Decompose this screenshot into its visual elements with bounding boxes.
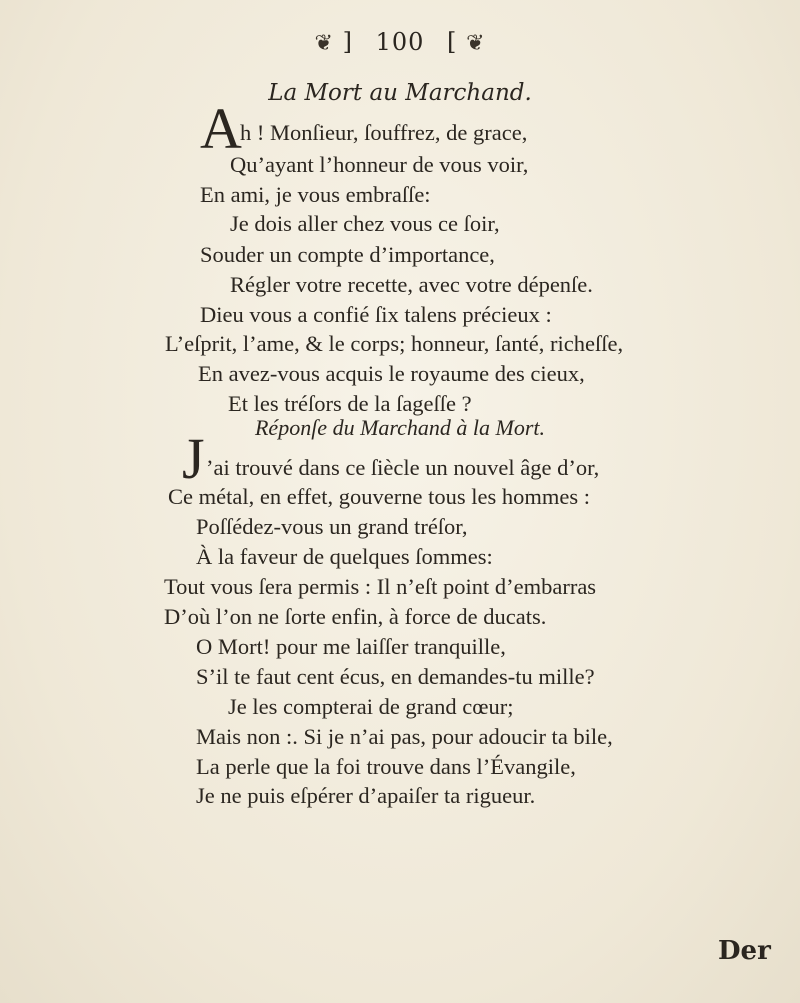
verse-line: Mais non :. Si je n’ai pas, pour adoucir ta bile,	[196, 724, 613, 749]
verse-line: h ! Monſieur, ſouffrez, de grace,	[240, 120, 528, 145]
catchword: Der	[718, 936, 771, 966]
verse-line: Dieu vous a confié ſix talens précieux :	[200, 302, 552, 327]
verse-line: Qu’ayant l’honneur de vous voir,	[230, 152, 529, 177]
verse-line: S’il te faut cent écus, en demandes-tu mille?	[196, 664, 595, 689]
verse-line: Tout vous ſera permis : Il n’eſt point d’embarras	[164, 574, 597, 599]
verse-line: O Mort! pour me laiſſer tranquille,	[196, 634, 506, 659]
verse-line: Souder un compte d’importance,	[200, 242, 495, 267]
verse-line: Je dois aller chez vous ce ſoir,	[230, 211, 500, 236]
section-subtitle: Réponſe du Marchand à la Mort.	[254, 415, 546, 440]
page-number: 100	[375, 28, 425, 56]
ornament-right-icon: ❦	[466, 31, 486, 56]
verse-line: Poſſédez-vous un grand tréſor,	[196, 514, 468, 539]
verse-line: Et les tréſors de la ſageſſe ?	[228, 391, 472, 416]
verse-line: Ce métal, en effet, gouverne tous les hommes :	[168, 484, 590, 509]
bracket-left: ]	[342, 28, 353, 56]
verse-line: Je les compterai de grand cœur;	[228, 694, 514, 719]
verse-line: D’où l’on ne ſorte enfin, à force de ducats.	[164, 604, 547, 629]
verse-line: En avez-vous acquis le royaume des cieux,	[198, 361, 585, 386]
verse-line: L’eſprit, l’ame, & le corps; honneur, ſanté, richeſſe,	[165, 331, 624, 356]
verse-line: Régler votre recette, avec votre dépenſe.	[230, 272, 593, 297]
dropcap-j: J	[182, 426, 205, 491]
poem-title: La Mort au Marchand.	[268, 80, 532, 106]
bracket-right: [	[447, 28, 458, 56]
ornament-left-icon: ❦	[314, 31, 334, 56]
dropcap-a: A	[200, 96, 242, 161]
verse-line: La perle que la foi trouve dans l’Évangile,	[196, 754, 576, 779]
verse-line: En ami, je vous embraſſe:	[200, 182, 431, 207]
verse-line: ’ai trouvé dans ce ſiècle un nouvel âge d’or,	[206, 455, 600, 480]
verse-line: Je ne puis eſpérer d’apaiſer ta rigueur.	[196, 783, 536, 808]
verse-line: À la faveur de quelques ſommes:	[196, 544, 493, 569]
page-header	[0, 28, 800, 56]
